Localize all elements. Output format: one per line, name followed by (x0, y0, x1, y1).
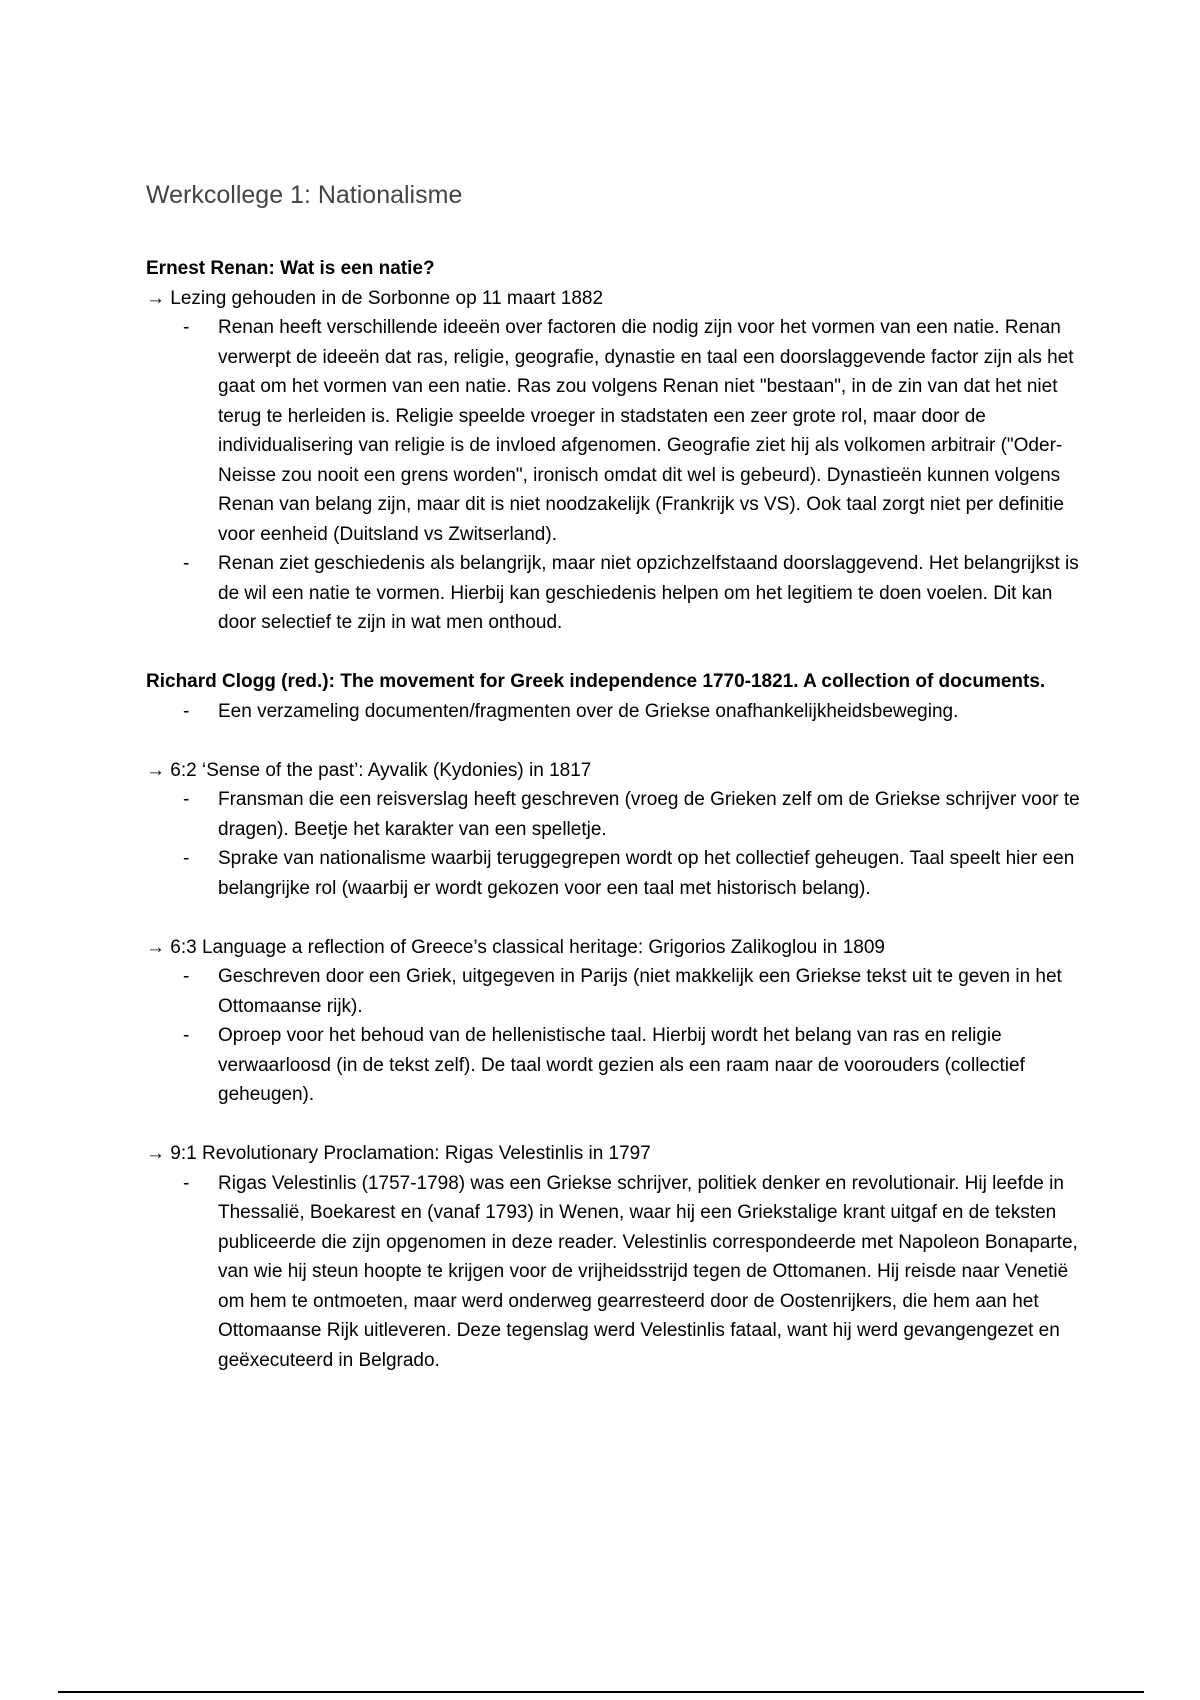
list-item-text: Renan ziet geschiedenis als belangrijk, maar niet opzichzelfstaand doorslaggevend. Het belangrijkst is de wil een natie te vormen. Hierbij kan geschiedenis helpen om het legitiem te doen voelen. Dit kan door selectief te zijn in wat men onthoud. (218, 553, 1079, 633)
section-renan (146, 254, 1086, 638)
dash-bullet: - (183, 553, 190, 574)
bullet-list (146, 1169, 1086, 1376)
list-item-text: Rigas Velestinlis (1757-1798) was een Griekse schrijver, politiek denker en revolutionair. Hij leefde in Thessalië, Boekarest en (vanaf 1793) in Wenen, waar hij een Griekstalige krant uitgaf en de teksten publiceerde die zijn opgenomen in deze reader. Velestinlis correspondeerde met Napoleon Bonaparte, van wie hij steun hoopte te krijgen voor de vrijheidsstrijd tegen de Ottomanen. Hij reisde naar Venetië om hem te ontmoeten, maar werd onderweg gearresteerd door de Oostenrijkers, die hem aan het Ottomaanse Rijk uitleveren. Deze tegenslag werd Velestinlis fataal, want hij werd gevangengezet en geëxecuteerd in Belgrado. (218, 1172, 1078, 1371)
list-item-text: Oproep voor het behoud van de hellenistische taal. Hierbij wordt het belang van ras en religie verwaarloosd (in de tekst zelf). De taal wordt gezien als een raam naar de voorouders (collectief geheugen). (218, 1025, 1025, 1105)
dash-bullet: - (183, 848, 190, 869)
list-item-text: Geschreven door een Griek, uitgegeven in Parijs (niet makkelijk een Griekse tekst uit te geven in het Ottomaanse rijk). (218, 966, 1062, 1017)
section-subline: → Lezing gehouden in de Sorbonne op 11 maart 1882 (146, 287, 604, 309)
bullet-list (146, 697, 1086, 727)
dash-bullet: - (183, 700, 190, 722)
section-6-3 (146, 933, 1086, 1110)
list-item-text: Sprake van nationalisme waarbij teruggegrepen wordt op het collectief geheugen. Taal speelt hier een belangrijke rol (waarbij er wordt gekozen voor een taal met historisch belang). (218, 848, 1075, 899)
section-9-1 (146, 1139, 1086, 1375)
list-item (146, 313, 1086, 549)
bullet-list (146, 962, 1086, 1110)
section-subline: → 6:3 Language a reflection of Greece’s classical heritage: Grigorios Zalikoglou in 1809 (146, 936, 885, 958)
list-item (146, 844, 1086, 903)
list-item (146, 785, 1086, 844)
dash-bullet: - (183, 1025, 190, 1046)
list-item-text: Een verzameling documenten/fragmenten over de Griekse onafhankelijkheidsbeweging. (218, 700, 959, 722)
section-clogg (146, 667, 1086, 726)
document-page (146, 178, 1086, 1405)
list-item-text: Renan heeft verschillende ideeën over factoren die nodig zijn voor het vormen van een natie. Renan verwerpt de ideeën dat ras, religie, geografie, dynastie en taal een doorslaggevende factor zijn als het gaat om het vormen van een natie. Ras zou volgens Renan niet "bestaan", in de zin van dat het niet terug te herleiden is. Religie speelde vroeger in stadstaten een zeer grote rol, maar door de individualisering van religie is de invloed afgenomen. Geografie ziet hij als volkomen arbitrair ("Oder-Neisse zou nooit een grens worden", ironisch omdat dit wel is gebeurd). Dynastieën kunnen volgens Renan van belang zijn, maar dit is niet noodzakelijk (Frankrijk vs VS). Ook taal zorgt niet per definitie voor eenheid (Duitsland vs Zwitserland). (218, 317, 1074, 545)
bullet-list (146, 785, 1086, 903)
section-subline: → 9:1 Revolutionary Proclamation: Rigas Velestinlis in 1797 (146, 1143, 651, 1164)
dash-bullet: - (183, 317, 190, 338)
list-item (146, 962, 1086, 1021)
section-heading: Ernest Renan: Wat is een natie? (146, 258, 435, 279)
document-title: Werkcollege 1: Nationalisme (146, 181, 463, 209)
section-heading: Richard Clogg (red.): The movement for Greek independence 1770-1821. A collection of documents. (146, 671, 1046, 692)
list-item (146, 1169, 1086, 1376)
bullet-list (146, 313, 1086, 638)
section-6-2 (146, 756, 1086, 904)
dash-bullet: - (183, 1172, 190, 1194)
section-subline: → 6:2 ‘Sense of the past’: Ayvalik (Kydonies) in 1817 (146, 759, 592, 781)
dash-bullet: - (183, 789, 190, 810)
list-item (146, 697, 1086, 727)
list-item (146, 549, 1086, 638)
list-item-text: Fransman die een reisverslag heeft geschreven (vroeg de Grieken zelf om de Griekse schrijver voor te dragen). Beetje het karakter van een spelletje. (218, 789, 1080, 840)
dash-bullet: - (183, 966, 190, 987)
page-bottom-rule (58, 1691, 1144, 1693)
list-item (146, 1021, 1086, 1110)
